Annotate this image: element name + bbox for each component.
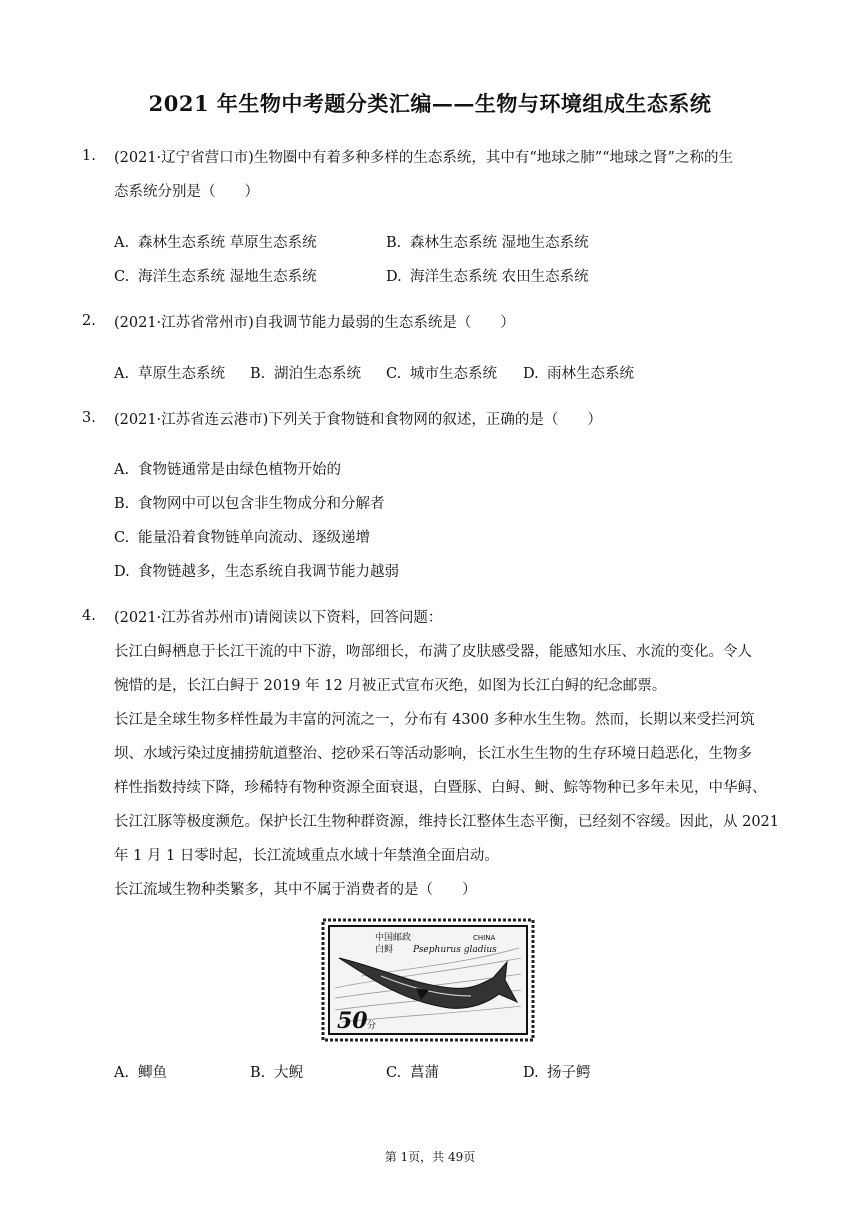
stamp-country-en: CHINA [473,934,496,942]
question-4-sub-question: 长江流域生物种类繁多，其中不属于消费者的是（ ） [114,882,477,898]
stamp-graphic [321,918,535,1042]
option-text: 鲫鱼 [138,1065,167,1081]
question-4-stem: (2021·江苏省苏州市)请阅读以下资料，回答问题： [114,610,443,626]
question-4-number: 4. [82,608,96,624]
material-paragraph-1-line-2: 惋惜的是，长江白鲟于 2019 年 12 月被正式宣布灭绝，如图为长江白鲟的纪念邮票。 [114,678,667,694]
question-2-option-d [523,362,634,383]
question-1-option-a [114,231,317,252]
option-text: 湖泊生态系统 [274,366,361,382]
stamp-value: 50 [337,1008,368,1034]
page-number-footer: 第 1页，共 49页 [384,1150,476,1164]
question-3-stem: (2021·江苏省连云港市)下列关于食物链和食物网的叙述，正确的是（ ） [114,412,602,428]
option-letter: A. [114,1065,130,1081]
option-letter: A. [114,235,130,251]
sturgeon-stamp-image [321,918,535,1042]
question-1-option-c [114,265,317,286]
question-1-option-b [386,231,589,252]
option-text: 扬子鳄 [547,1065,591,1081]
option-letter: C. [386,366,402,382]
option-text: 草原生态系统 [138,366,225,382]
question-1-stem-line-2: 态系统分别是（ ） [114,184,259,200]
stamp-country-cn: 中国邮政 [375,933,412,943]
option-text: 大鲵 [274,1065,303,1081]
question-4-option-a [114,1061,167,1082]
question-3-option-d [114,560,399,581]
material-paragraph-2-line-5: 年 1 月 1 日零时起，长江流域重点水域十年禁渔全面启动。 [114,848,499,864]
material-paragraph-2-line-1: 长江是全球生物多样性最为丰富的河流之一，分布有 4300 多种水生生物。然而，长期以来受拦河筑 [114,712,755,728]
option-letter: B. [250,366,266,382]
material-paragraph-2-line-2: 坝、水域污染过度捕捞航道整治、挖砂采石等活动影响，长江水生生物的生存环境日趋恶化，生物多 [114,746,752,762]
option-text: 菖蒲 [410,1065,439,1081]
question-1-number: 1. [82,148,96,164]
option-text: 食物链越多，生态系统自我调节能力越弱 [138,564,399,580]
stamp-name-cn: 白鲟 [375,945,394,955]
option-text: 海洋生态系统 农田生态系统 [410,269,589,285]
question-4-option-c [386,1061,439,1082]
material-paragraph-1-line-1: 长江白鲟栖息于长江干流的中下游，吻部细长，布满了皮肤感受器，能感知水压、水流的变化。令人 [114,644,752,660]
option-text: 森林生态系统 湿地生态系统 [410,235,589,251]
question-3-option-a [114,458,341,479]
option-letter: D. [386,269,402,285]
option-letter: A. [114,462,130,478]
stamp-name-latin: Psephurus gladius [413,945,497,955]
option-letter: C. [386,1065,402,1081]
question-1-option-d [386,265,589,286]
option-letter: B. [250,1065,266,1081]
option-text: 城市生态系统 [410,366,497,382]
option-text: 食物网中可以包含非生物成分和分解者 [138,496,385,512]
option-letter: C. [114,530,130,546]
material-paragraph-2-line-3: 样性指数持续下降，珍稀特有物种资源全面衰退，白暨豚、白鲟、鲥、鯮等物种已多年未见，中华鲟、 [114,780,767,796]
option-text: 雨林生态系统 [547,366,634,382]
stamp-value-unit: 分 [367,1021,377,1031]
question-4-option-d [523,1061,591,1082]
question-2-option-a [114,362,225,383]
option-text: 食物链通常是由绿色植物开始的 [138,462,341,478]
question-4-option-b [250,1061,303,1082]
material-paragraph-2-line-4: 长江江豚等极度濒危。保护长江生物种群资源，维持长江整体生态平衡，已经刻不容缓。因此，从 2021 [114,814,780,830]
question-1-stem-line-1: (2021·辽宁省营口市)生物圈中有着多种多样的生态系统，其中有“地球之肺”“地球之肾”之称的生 [114,150,733,166]
option-letter: A. [114,366,130,382]
page-title: 2021 年生物中考题分类汇编——生物与环境组成生态系统 [148,91,712,116]
option-letter: D. [114,564,130,580]
option-letter: B. [114,496,130,512]
question-2-option-b [250,362,361,383]
question-3-option-b [114,492,385,513]
option-letter: D. [523,366,539,382]
question-3-option-c [114,526,370,547]
option-text: 森林生态系统 草原生态系统 [138,235,317,251]
option-letter: C. [114,269,130,285]
question-3-number: 3. [82,410,96,426]
question-2-stem: (2021·江苏省常州市)自我调节能力最弱的生态系统是（ ） [114,315,515,331]
option-letter: D. [523,1065,539,1081]
question-2-number: 2. [82,313,96,329]
option-letter: B. [386,235,402,251]
question-2-option-c [386,362,497,383]
option-text: 海洋生态系统 湿地生态系统 [138,269,317,285]
option-text: 能量沿着食物链单向流动、逐级递增 [138,530,370,546]
